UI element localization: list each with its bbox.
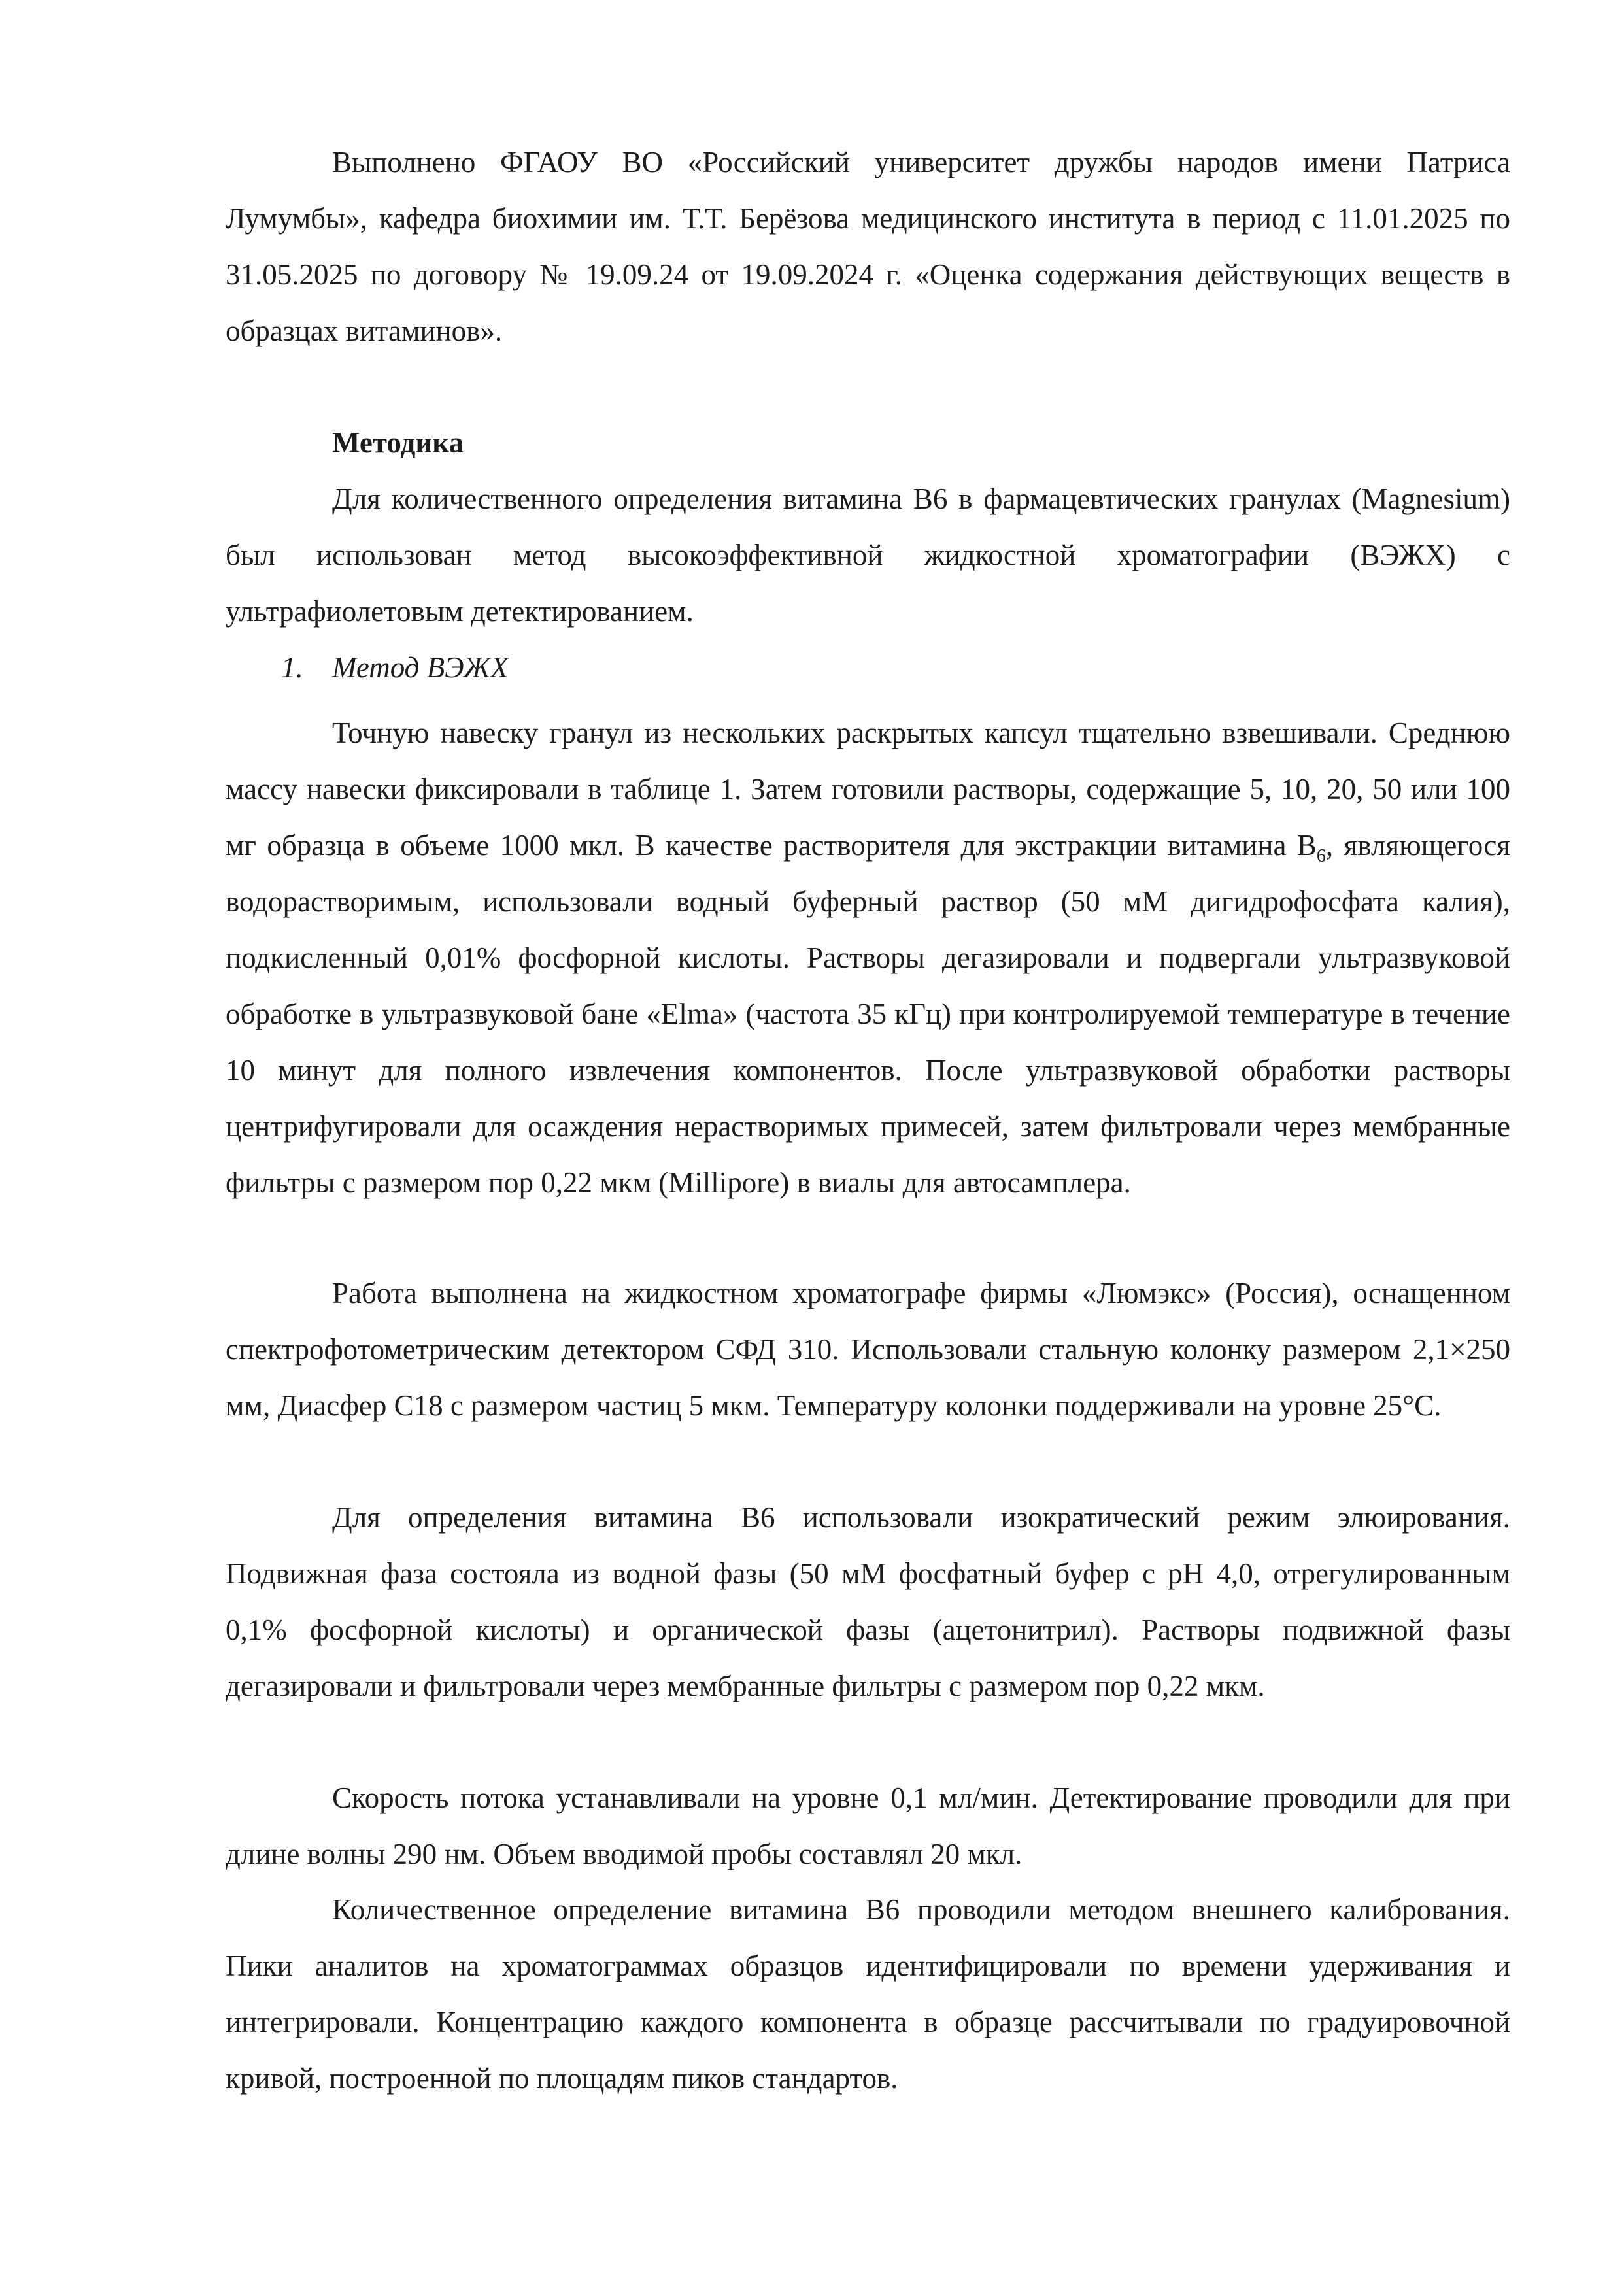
section-title: Методика bbox=[332, 426, 464, 459]
quantification-paragraph: Количественное определение витамина В6 проводили методом внешнего калибрования. Пики аналитов на хроматограммах образцов идентифицировали по времени удерживания и интегрировали. Концентрацию каждого компонента в образце рассчитывали по градуировочной кривой, построенной по площадям пиков стандартов. bbox=[226, 1893, 1510, 2095]
flow-paragraph: Скорость потока устанавливали на уровне 0,1 мл/мин. Детектирование проводили для при длине волны 290 нм. Объем вводимой пробы составлял 20 мкл. bbox=[226, 1781, 1510, 1870]
sample-prep-text-start: Точную навеску гранул из нескольких раскрытых капсул тщательно взвешивали. Среднюю массу навески фиксировали в таблице 1. Затем готовили растворы, содержащие 5, 10, 20, 50 или 100 мг образца в объеме 1000 мкл. В качестве растворителя для экстракции витамина В bbox=[226, 717, 1510, 862]
vitamin-subscript: 6 bbox=[1316, 846, 1326, 866]
subsection-number: 1. bbox=[281, 651, 303, 684]
equipment-paragraph: Работа выполнена на жидкостном хроматографе фирмы «Люмэкс» (Россия), оснащенном спектрофотометрическим детектором СФД 310. Использовали стальную колонку размером 2,1×250 мм, Диасфер С18 с размером частиц 5 мкм. Температуру колонки поддерживали на уровне 25°С. bbox=[226, 1277, 1510, 1422]
subsection-title: Метод ВЭЖХ bbox=[332, 651, 509, 684]
subsection-heading bbox=[281, 639, 509, 696]
method-intro-paragraph: Для количественного определения витамина В6 в фармацевтических гранулах (Magnesium) был использован метод высокоэффективной жидкостной хроматографии (ВЭЖХ) с ультрафиолетовым детектированием. bbox=[226, 482, 1510, 628]
sample-prep-text-end: , являющегося водорастворимым, использовали водный буферный раствор (50 мМ дигидрофосфата калия), подкисленный 0,01% фосфорной кислоты. Растворы дегазировали и подвергали ультразвуковой обработке в ультразвуковой бане «Elma» (частота 35 кГц) при контролируемой температуре в течение 10 минут для полного извлечения компонентов. После ультразвуковой обработки растворы центрифугировали для осаждения нерастворимых примесей, затем фильтровали через мембранные фильтры с размером пор 0,22 мкм (Millipore) в виалы для автосамплера. bbox=[226, 829, 1510, 1199]
mobile-phase-paragraph: Для определения витамина В6 использовали изократический режим элюирования. Подвижная фаза состояла из водной фазы (50 мМ фосфатный буфер с pH 4,0, отрегулированным 0,1% фосфорной кислоты) и органической фазы (ацетонитрил). Растворы подвижной фазы дегазировали и фильтровали через мембранные фильтры с размером пор 0,22 мкм. bbox=[226, 1501, 1510, 1702]
sample-prep-paragraph bbox=[226, 705, 1510, 1211]
intro-paragraph: Выполнено ФГАОУ ВО «Российский университет дружбы народов имени Патриса Лумумбы», кафедра биохимии им. Т.Т. Берёзова медицинского института в период с 11.01.2025 по 31.05.2025 по договору № 19.09.24 от 19.09.2024 г. «Оценка содержания действующих веществ в образцах витаминов». bbox=[226, 146, 1510, 347]
